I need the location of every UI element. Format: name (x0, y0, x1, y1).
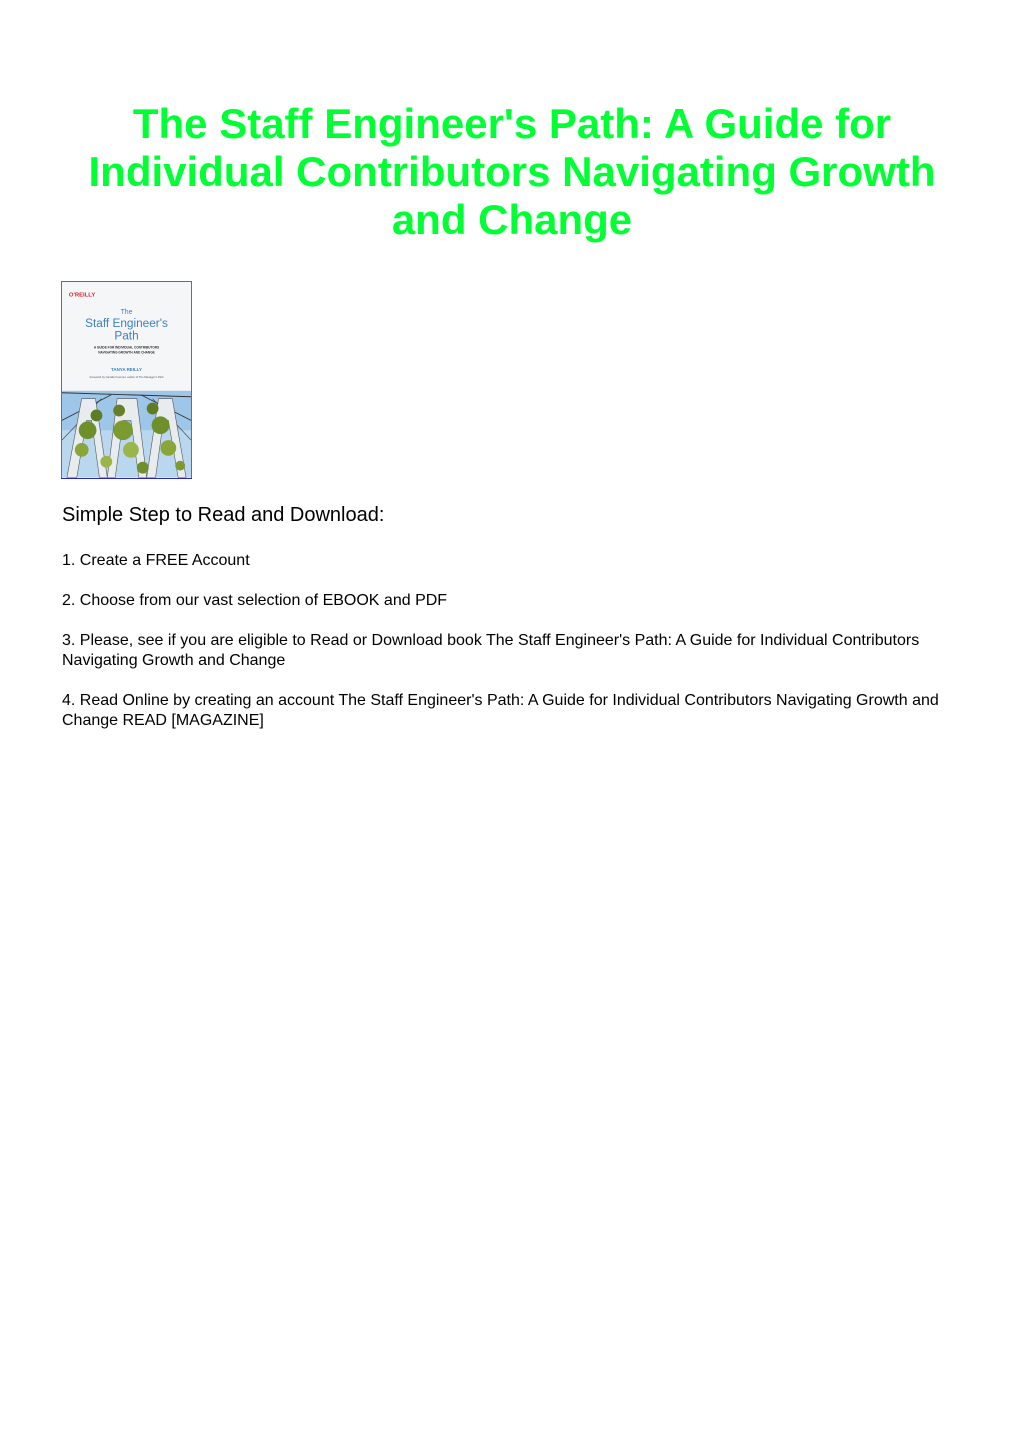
cover-publisher: O'REILLY (68, 292, 96, 299)
cover-subtitle-line2: NAVIGATING GROWTH AND CHANGE (98, 350, 155, 355)
steps-list (62, 551, 962, 751)
step-item: 4. Read Online by creating an account The Staff Engineer's Path: A Guide for Individual Contributors Navigating Growth and Change READ [MAGAZINE] (62, 692, 939, 729)
book-cover-image (62, 282, 191, 478)
step-item: 1. Create a FREE Account (62, 552, 250, 569)
cover-illustration (62, 391, 191, 478)
step-item: 2. Choose from our vast selection of EBOOK and PDF (62, 592, 448, 609)
cover-link-underline (61, 478, 192, 479)
book-cover-link[interactable] (61, 281, 192, 479)
cover-subtitle-line1: A GUIDE FOR INDIVIDUAL CONTRIBUTORS (93, 345, 160, 350)
cover-author: TANYA REILLY (111, 367, 142, 373)
cover-title-line3: Path (114, 328, 139, 343)
step-item: 3. Please, see if you are eligible to Read or Download book The Staff Engineer's Path: A Guide for Individual Contributors Navigating Growth and Change (62, 632, 920, 669)
cover-title-line1: The (120, 309, 133, 317)
cover-title-line2: Staff Engineer's (85, 315, 168, 330)
steps-heading: Simple Step to Read and Download: (62, 504, 385, 526)
document-title: The Staff Engineer's Path: A Guide for Individual Contributors Navigating Growth and Change (88, 100, 936, 243)
cover-foreword: Foreword by Camille Fournier, author of The Manager's Path (89, 376, 164, 380)
